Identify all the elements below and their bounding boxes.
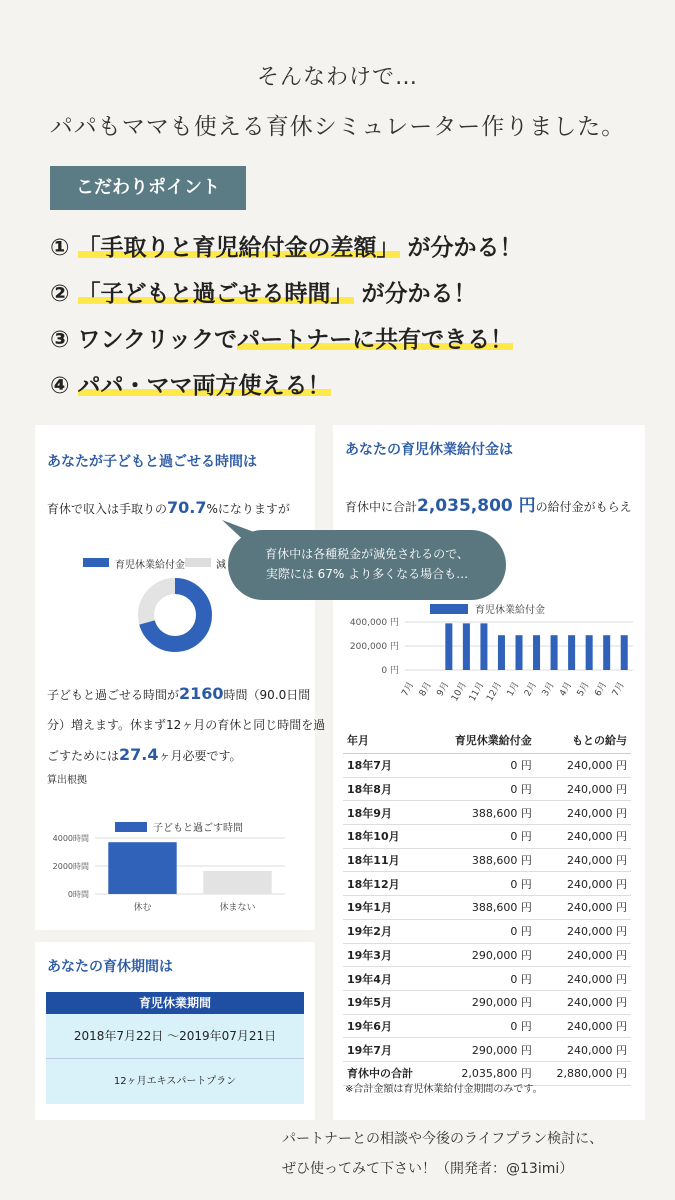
benefit-x-tick: 12月	[485, 680, 505, 704]
row-salary: 240,000 円	[536, 848, 631, 872]
header-line-2: パパもママも使える育休シミュレーター作りました。	[49, 114, 626, 140]
point-2	[50, 275, 477, 308]
point-3-number: ③	[50, 327, 70, 353]
benefit-bar	[445, 623, 452, 670]
point-2-rest: が分かる！	[361, 281, 477, 307]
footer-line-1: パートナーとの相談や今後のライフプラン検討に、	[282, 1131, 604, 1147]
row-month: 19年7月	[343, 1038, 433, 1062]
table-row	[343, 1038, 631, 1062]
row-benefit: 290,000 円	[433, 1038, 536, 1062]
row-benefit: 0 円	[433, 825, 536, 849]
row-salary: 240,000 円	[536, 896, 631, 920]
benefit-card-title: あなたの育児休業給付金は	[345, 442, 513, 458]
period-header: 育児休業期間	[46, 992, 304, 1014]
row-benefit: 290,000 円	[433, 990, 536, 1014]
point-3-pre: ワンクリックで	[77, 327, 238, 353]
benefit-bar	[463, 623, 470, 670]
total-value: 2,035,800 円	[417, 496, 536, 516]
row-month: 18年10月	[343, 825, 433, 849]
table-row	[343, 754, 631, 778]
footer-line-2: ぜひ使ってみて下さい！（開発者：@13imi）	[282, 1161, 574, 1177]
row-month: 19年2月	[343, 919, 433, 943]
col-header-benefit: 育児休業給付金	[433, 727, 536, 754]
benefit-note: ※合計金額は育児休業給付金期間のみです。	[345, 1084, 543, 1095]
row-salary: 240,000 円	[536, 801, 631, 825]
row-salary: 240,000 円	[536, 1038, 631, 1062]
point-2-number: ②	[50, 281, 70, 307]
total-post: の給付金がもらえ	[535, 500, 632, 514]
time-post: 時間（90.0日間	[223, 688, 311, 702]
row-month: 19年3月	[343, 943, 433, 967]
benefit-bar	[533, 635, 540, 670]
table-row	[343, 801, 631, 825]
benefit-x-tick: 8月	[417, 680, 434, 699]
donut-legend-2: 減	[216, 560, 226, 571]
row-salary: 240,000 円	[536, 777, 631, 801]
time-line3-value: 27.4	[119, 745, 159, 764]
bubble-line-1: 育休中は各種税金が減免されるので、	[265, 547, 469, 561]
row-salary: 240,000 円	[536, 967, 631, 991]
point-1-number: ①	[50, 235, 70, 261]
period-range: 2018年7月22日 〜2019年07月21日	[46, 1014, 304, 1059]
hours-legend-swatch	[115, 822, 147, 832]
benefit-x-tick: 4月	[558, 680, 575, 699]
benefit-x-tick: 3月	[540, 680, 557, 699]
table-row	[343, 872, 631, 896]
point-2-highlight: 「子どもと過ごせる時間」	[77, 281, 354, 307]
income-value: 70.7	[167, 498, 207, 517]
row-benefit: 0 円	[433, 919, 536, 943]
row-month: 18年7月	[343, 754, 433, 778]
benefit-x-tick: 2月	[523, 680, 540, 699]
period-card-title: あなたの育休期間は	[47, 959, 173, 975]
points-badge: こだわりポイント	[50, 166, 246, 210]
income-ratio-text	[47, 498, 290, 517]
col-header-month: 年月	[343, 727, 433, 754]
donut-legend-1: 育児休業給付金	[115, 560, 185, 571]
row-month: 19年6月	[343, 1014, 433, 1038]
benefit-x-tick: 7月	[400, 680, 417, 699]
table-row	[343, 825, 631, 849]
basis-label: 算出根拠	[47, 775, 87, 786]
benefit-legend-label: 育児休業給付金	[475, 605, 545, 616]
time-pre: 子どもと過ごせる時間が	[47, 688, 180, 702]
table-row	[343, 990, 631, 1014]
time-line3-post: ヶ月必要です。	[158, 749, 242, 763]
row-salary: 240,000 円	[536, 754, 631, 778]
benefit-bar	[551, 635, 558, 670]
hours-x-tick: 休まない	[219, 903, 256, 913]
benefit-bar	[515, 635, 522, 670]
benefit-x-tick: 10月	[450, 680, 469, 704]
row-benefit: 0 円	[433, 754, 536, 778]
time-summary	[47, 679, 326, 771]
table-row	[343, 896, 631, 920]
point-4-highlight: パパ・ママ両方使える！	[77, 373, 331, 399]
bubble-line-2: 実際には 67% より多くなる場合も…	[265, 567, 469, 581]
row-benefit: 388,600 円	[433, 801, 536, 825]
benefit-y-tick: 0 円	[381, 666, 399, 676]
table-row	[343, 1014, 631, 1038]
table-header-row	[343, 727, 631, 754]
row-month: 18年9月	[343, 801, 433, 825]
hours-bar	[108, 842, 176, 894]
table-row	[343, 967, 631, 991]
table-row	[343, 848, 631, 872]
benefit-x-tick: 9月	[435, 680, 452, 699]
table-row	[343, 943, 631, 967]
col-header-salary: もとの給与	[536, 727, 631, 754]
row-benefit: 0 円	[433, 872, 536, 896]
benefit-y-tick: 400,000 円	[349, 618, 399, 628]
donut-legend-swatch-1	[83, 558, 109, 567]
table-row	[343, 919, 631, 943]
row-salary: 240,000 円	[536, 990, 631, 1014]
row-salary: 240,000 円	[536, 1014, 631, 1038]
hours-y-tick: 2000時間	[52, 862, 89, 871]
row-month: 19年5月	[343, 990, 433, 1014]
row-benefit: 388,600 円	[433, 848, 536, 872]
row-month: 18年11月	[343, 848, 433, 872]
benefit-bar-chart	[333, 600, 645, 720]
time-line3-pre: ごすためには	[47, 749, 120, 763]
benefit-x-tick: 6月	[593, 680, 610, 699]
row-benefit: 0 円	[433, 1014, 536, 1038]
row-benefit: 0 円	[433, 777, 536, 801]
time-card-title: あなたが子どもと過ごせる時間は	[47, 454, 257, 470]
income-post: %になりますが	[206, 502, 290, 516]
row-month: 18年8月	[343, 777, 433, 801]
hours-y-tick: 4000時間	[52, 834, 89, 843]
row-benefit: 0 円	[433, 967, 536, 991]
benefit-y-tick: 200,000 円	[349, 642, 399, 652]
table-row	[343, 777, 631, 801]
benefit-table-wrap	[343, 727, 631, 1086]
benefit-table	[343, 727, 631, 1086]
benefit-bar	[586, 635, 593, 670]
header-line-1: そんなわけで…	[256, 65, 418, 90]
hours-bar	[203, 871, 271, 894]
total-pre: 育休中に合計	[345, 500, 418, 514]
hours-legend-label: 子どもと過ごす時間	[153, 823, 243, 834]
row-month: 19年4月	[343, 967, 433, 991]
benefit-x-tick: 7月	[610, 680, 627, 699]
row-benefit: 2,035,800 円	[433, 1061, 536, 1085]
period-box	[46, 992, 304, 1104]
period-plan: 12ヶ月エキスパートプラン	[113, 1076, 237, 1087]
benefit-x-tick: 5月	[575, 680, 592, 699]
point-1-rest: が分かる！	[407, 235, 523, 261]
time-line-2: 分）増えます。休まず12ヶ月の育休と同じ時間を過	[47, 718, 326, 732]
time-card	[35, 425, 326, 930]
benefit-bar	[603, 635, 610, 670]
benefit-bar	[498, 635, 505, 670]
benefit-bar	[480, 623, 487, 670]
point-1-highlight: 「手取りと育児給付金の差額」	[77, 235, 400, 261]
benefit-legend-swatch	[430, 604, 468, 614]
period-card	[35, 942, 315, 1120]
benefit-total-text	[345, 491, 632, 516]
time-value: 2160	[179, 684, 224, 703]
income-donut-chart	[135, 575, 215, 655]
hours-x-tick: 休む	[133, 903, 152, 913]
hours-bar-chart	[35, 810, 315, 920]
row-salary: 240,000 円	[536, 919, 631, 943]
point-4	[50, 367, 331, 400]
benefit-bar	[568, 635, 575, 670]
benefit-x-tick: 1月	[505, 680, 522, 699]
row-month: 18年12月	[343, 872, 433, 896]
hours-y-tick: 0時間	[67, 890, 89, 899]
row-benefit: 290,000 円	[433, 943, 536, 967]
row-salary: 240,000 円	[536, 943, 631, 967]
point-4-number: ④	[50, 373, 70, 399]
donut-legend-swatch-2	[185, 558, 211, 567]
tax-note-bubble	[228, 530, 506, 600]
point-3-highlight: パートナーに共有できる！	[237, 327, 514, 353]
row-benefit: 388,600 円	[433, 896, 536, 920]
row-salary: 2,880,000 円	[536, 1061, 631, 1085]
income-pre: 育休で収入は手取りの	[47, 502, 168, 516]
row-salary: 240,000 円	[536, 872, 631, 896]
row-salary: 240,000 円	[536, 825, 631, 849]
row-month: 19年1月	[343, 896, 433, 920]
benefit-x-tick: 11月	[467, 680, 487, 704]
benefit-bar	[621, 635, 628, 670]
row-month: 育休中の合計	[343, 1061, 433, 1085]
point-1	[50, 229, 523, 262]
point-3	[50, 321, 513, 354]
